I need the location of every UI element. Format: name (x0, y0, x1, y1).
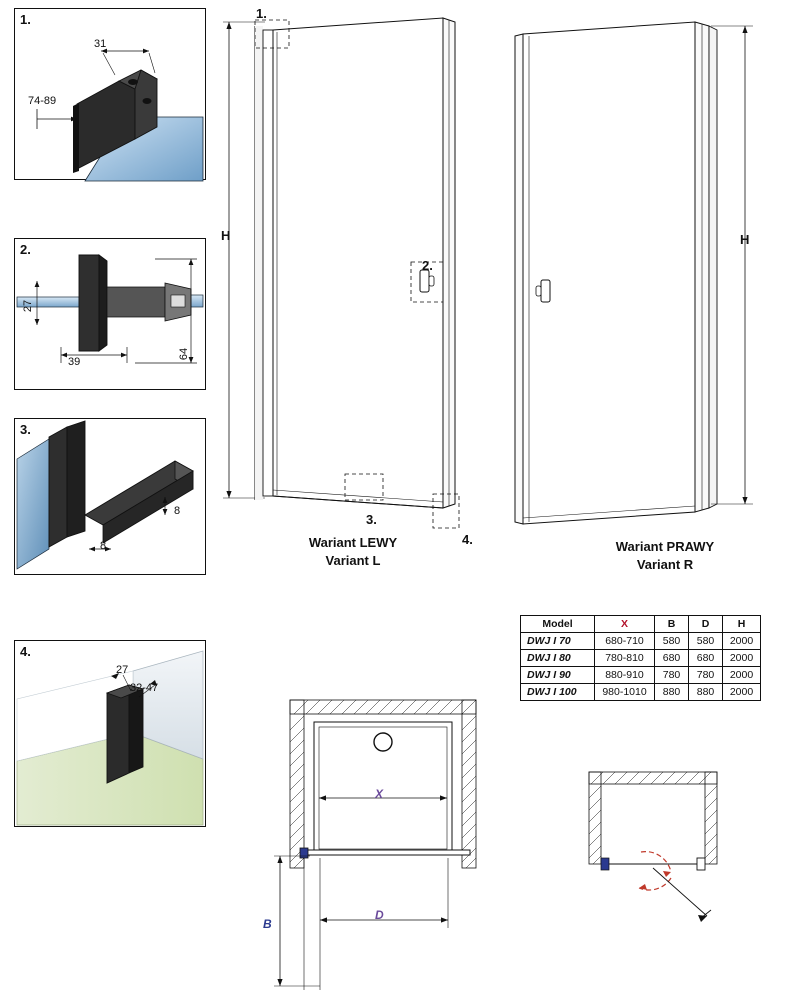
detail-4-dim-27: 27 (116, 664, 129, 676)
elevation-left-caption (228, 534, 478, 569)
spec-header-d: D (689, 616, 723, 633)
spec-header-h: H (723, 616, 761, 633)
detail-1-box (14, 8, 206, 180)
spec-cell-model: DWJ I 80 (521, 650, 595, 667)
elevation-left-caption-line1: Wariant LEWY (308, 535, 398, 550)
elevation-left-h-label: H (221, 228, 231, 243)
plan-label-x: X (375, 787, 384, 801)
spec-header-b: B (655, 616, 689, 633)
detail-1-dim-31: 31 (94, 38, 107, 50)
detail-2-dim-27: 27 (22, 299, 35, 313)
detail-4-box (14, 640, 206, 827)
detail-2-dim-39: 39 (68, 356, 81, 368)
spec-cell-x: 780-810 (595, 650, 655, 667)
spec-cell-x: 980-1010 (595, 684, 655, 701)
spec-header-x: X (595, 616, 655, 633)
spec-table (520, 615, 761, 701)
spec-cell-h: 2000 (723, 684, 761, 701)
detail-3-number: 3. (20, 422, 31, 437)
spec-cell-b: 780 (655, 667, 689, 684)
spec-cell-model: DWJ I 100 (521, 684, 595, 701)
spec-cell-model: DWJ I 90 (521, 667, 595, 684)
elevation-right-caption-line2: Variant R (636, 556, 694, 572)
spec-cell-h: 2000 (723, 633, 761, 650)
detail-4-number: 4. (20, 644, 31, 659)
detail-4-dim-3247: 32-47 (130, 682, 159, 694)
swing-diagram (575, 760, 735, 950)
elevation-left (215, 8, 490, 533)
detail-1-dim-7489: 74-89 (28, 95, 57, 107)
spec-cell-b: 580 (655, 633, 689, 650)
table-row (521, 633, 761, 650)
detail-1-number: 1. (20, 12, 31, 27)
elevation-left-callout-1: 1. (256, 6, 267, 21)
elevation-right-caption-line1: Wariant PRAWY (615, 539, 715, 554)
detail-3-dim-8a: 8 (174, 505, 181, 517)
elevation-left-callout-3: 3. (366, 512, 377, 527)
spec-cell-b: 880 (655, 684, 689, 701)
spec-cell-h: 2000 (723, 667, 761, 684)
elevation-left-callout-2: 2. (422, 258, 433, 273)
plan-label-d: D (375, 908, 384, 922)
table-row (521, 650, 761, 667)
detail-2-box (14, 238, 206, 390)
spec-table-wrap (520, 615, 761, 701)
table-row (521, 684, 761, 701)
spec-cell-model: DWJ I 70 (521, 633, 595, 650)
spec-cell-d: 780 (689, 667, 723, 684)
spec-cell-d: 880 (689, 684, 723, 701)
spec-cell-b: 680 (655, 650, 689, 667)
elevation-right-h-label: H (740, 232, 750, 247)
elevation-left-callout-4: 4. (462, 532, 473, 547)
spec-cell-d: 580 (689, 633, 723, 650)
detail-2-number: 2. (20, 242, 31, 257)
spec-cell-d: 680 (689, 650, 723, 667)
detail-3-box (14, 418, 206, 575)
spec-cell-h: 2000 (723, 650, 761, 667)
spec-cell-x: 880-910 (595, 667, 655, 684)
detail-2-dim-64: 64 (178, 347, 191, 361)
plan-label-b: B (263, 917, 272, 931)
table-row (521, 667, 761, 684)
spec-table-header-row (521, 616, 761, 633)
spec-cell-x: 680-710 (595, 633, 655, 650)
elevation-right (505, 8, 770, 533)
elevation-left-caption-line2: Variant L (325, 552, 381, 568)
elevation-right-caption (545, 538, 785, 573)
detail-3-dim-8b: 8 (100, 540, 107, 552)
spec-header-model: Model (521, 616, 595, 633)
plan-view (262, 690, 507, 995)
